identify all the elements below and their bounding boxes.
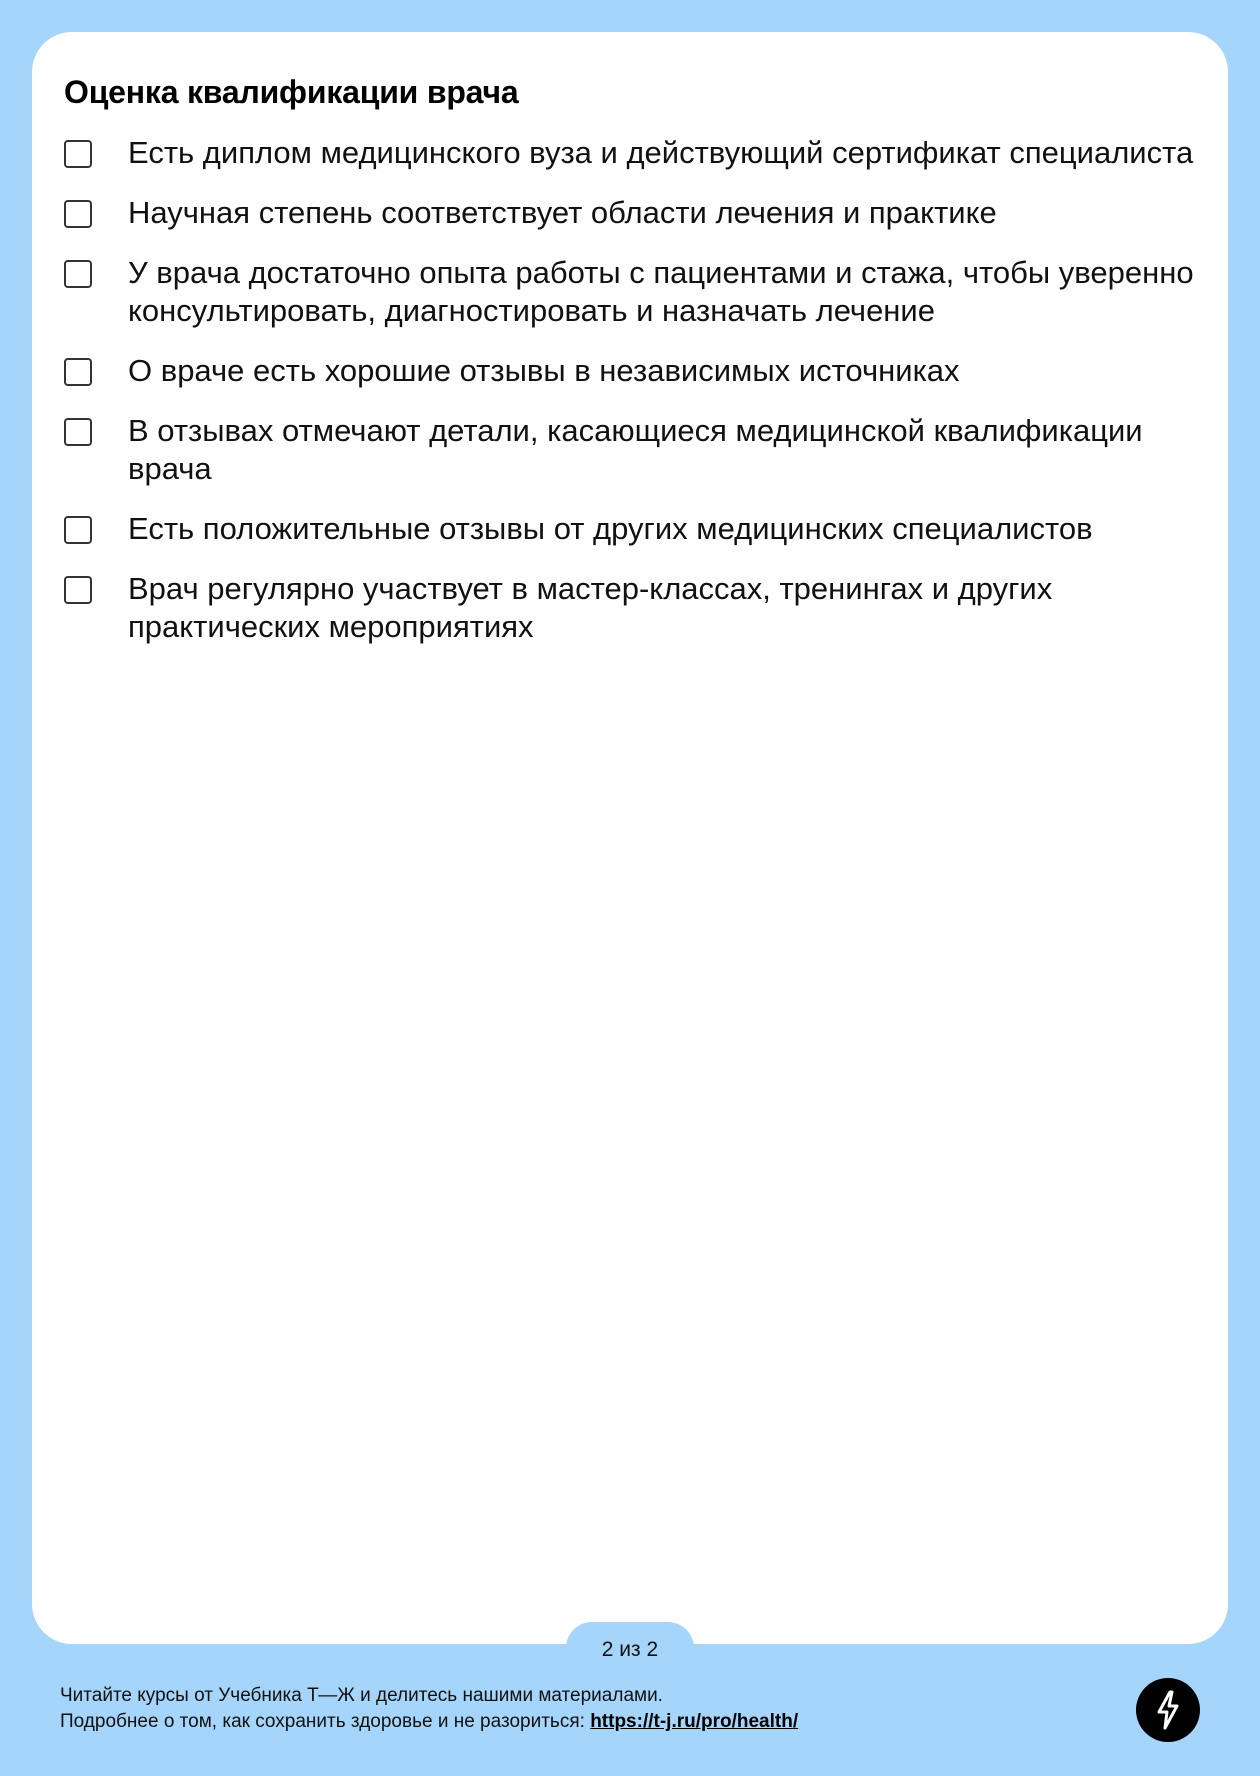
checklist-item[interactable] — [64, 570, 1194, 646]
checkbox[interactable] — [64, 140, 92, 168]
checkbox[interactable] — [64, 516, 92, 544]
checklist-item[interactable] — [64, 254, 1194, 330]
footer-link[interactable]: https://t-j.ru/pro/health/ — [590, 1711, 799, 1732]
checklist-item-text: Врач регулярно участвует в мастер-классах, тренингах и других практических мероприятиях — [128, 571, 1053, 644]
checklist-card — [32, 32, 1228, 1644]
checklist-item[interactable] — [64, 194, 1194, 232]
checklist-item-text: Есть положительные отзывы от других медицинских специалистов — [128, 511, 1093, 546]
checkbox[interactable] — [64, 200, 92, 228]
checklist — [64, 134, 1194, 668]
checklist-item-text: В отзывах отмечают детали, касающиеся медицинской квалификации врача — [128, 413, 1143, 486]
footer-line-2 — [60, 1709, 798, 1735]
checklist-item[interactable] — [64, 134, 1194, 172]
footer-line-1: Читайте курсы от Учебника Т—Ж и делитесь нашими материалами. — [60, 1685, 663, 1706]
logo[interactable] — [1136, 1678, 1200, 1742]
checklist-item[interactable] — [64, 510, 1194, 548]
footer — [60, 1683, 798, 1735]
checkbox[interactable] — [64, 358, 92, 386]
lightning-bolt-icon — [1151, 1690, 1185, 1730]
checklist-item[interactable] — [64, 412, 1194, 488]
page-indicator: 2 из 2 — [566, 1622, 694, 1674]
checkbox[interactable] — [64, 576, 92, 604]
checklist-item-text: У врача достаточно опыта работы с пациентами и стажа, чтобы уверенно консультировать, диагностировать и назначать лечение — [128, 255, 1194, 328]
card-title: Оценка квалификации врача — [64, 74, 519, 110]
checklist-item-text: Научная степень соответствует области лечения и практике — [128, 195, 997, 230]
checkbox[interactable] — [64, 418, 92, 446]
checkbox[interactable] — [64, 260, 92, 288]
checklist-item-text: Есть диплом медицинского вуза и действующий сертификат специалиста — [128, 135, 1194, 170]
checklist-item[interactable] — [64, 352, 1194, 390]
checklist-item-text: О враче есть хорошие отзывы в независимых источниках — [128, 353, 960, 388]
footer-line-2-text: Подробнее о том, как сохранить здоровье и не разориться: — [60, 1711, 591, 1732]
